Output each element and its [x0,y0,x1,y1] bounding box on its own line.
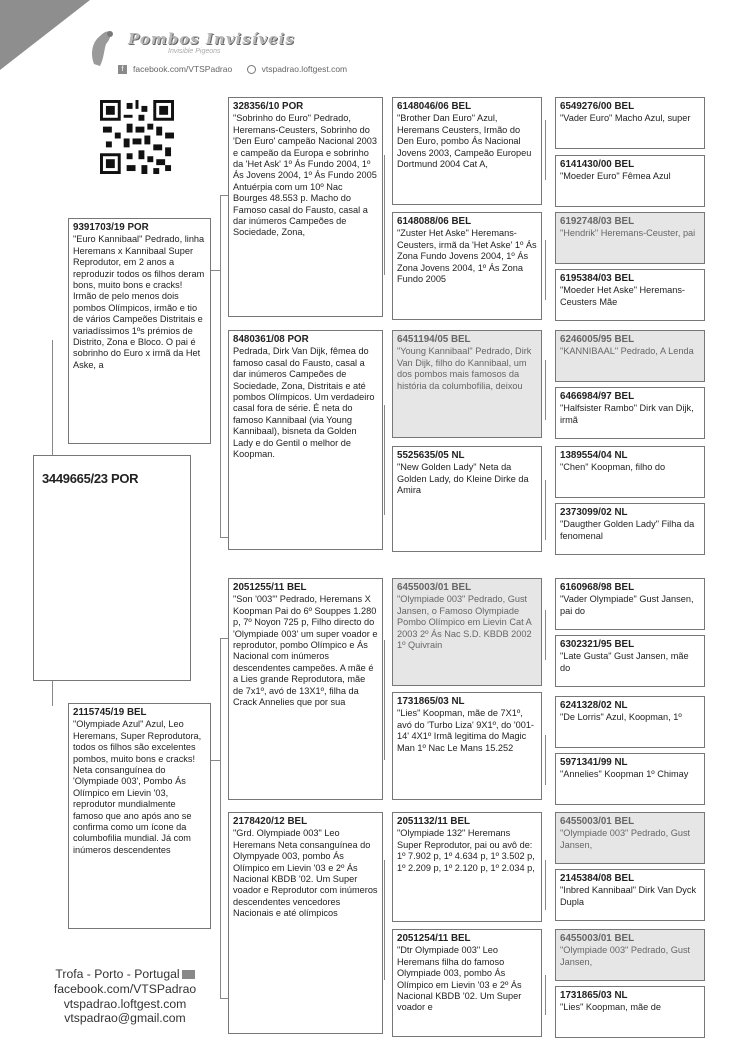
connector-line [545,240,546,300]
connector-line [220,638,221,998]
globe-icon [247,65,256,74]
pigeon-description: "De Lorris" Azul, Koopman, 1º [560,712,682,723]
pigeon-description: "Euro Kannibaal" Pedrado, linha Heremans x Kannibaal Super Reprodutor, em 2 anos a reproduzir todos os filhos deram bons, muito bons e cracks! Irmão de pelo menos dois pombos Olímpicos, irmão e tio de vários Campeões Distritais e variadíssimos 1ºs prémios de Distrito, Zona e Bloco. O pai é sobrinho do Euro x irmã da Het Aske, a [73,234,205,370]
footer-email-link[interactable]: vtspadrao@gmail.com [64,1011,186,1026]
pedigree-box-gen4 [555,503,705,555]
pigeon-description: "Halfsister Rambo" Dirk van Dijk, irmã [560,403,694,425]
pigeon-description: "Sobrinho do Euro" Pedrado, Heremans-Ceusters, Sobrinho do 'Den Euro' campeão Nacional 2003 e campeão da Europa e sobrinho da 'Het Ask' 1º Ás Fundo 2004, 1º Ás Jovens 2004, 1º Ás Fundo 2005 Antuérpia com um 10º Nac Bourges 48.553 p. Macho do Famoso casal do Fausto, casal a dar inúmeros Campeões de Sociedade, Zona, [233,113,377,238]
pigeon-description: "Moeder Euro" Fêmea Azul [560,171,671,182]
ring-id: 8480361/08 POR [233,334,309,345]
ring-id: 6246005/95 BEL [560,334,635,345]
connector-line [384,640,385,760]
ring-id: 1731865/03 NL [560,990,628,1001]
pedigree-box-gen4 [555,330,705,382]
pedigree-box-gen4 [555,387,705,439]
site-link[interactable]: vtspadrao.loftgest.com [247,64,354,74]
brand-title: Pombos Invisíveis [128,30,295,48]
pigeon-description: "Olympiade 003" Pedrado, Gust Jansen, o Famoso Olympiade Pombo Olímpico em Lievin Cat A 2003 2º Ás Nac S.D. KBDB 2002 1º Quivrain [397,594,532,651]
pigeon-description: "Brother Dan Euro" Azul, Heremans Ceusters, Irmão do Den Euro, pombo Ás Nacional Jovens 2003, Campeão Europeu Dortmund 2004 Cat A, [397,113,532,170]
pedigree-box-dam [68,703,211,929]
header-links [118,64,359,74]
pedigree-box-gen4 [555,578,705,630]
ring-id: 6148046/06 BEL [397,101,472,112]
pedigree-box-gen4 [555,155,705,207]
ring-id: 1731865/03 NL [397,696,465,707]
pigeon-description: "Hendrik" Heremans-Ceuster, pai [560,228,696,239]
connector-line [220,195,221,537]
ring-id: 2051254/11 BEL [397,933,471,944]
footer-site-link[interactable]: vtspadrao.loftgest.com [63,996,187,1011]
pigeon-description: "Annelies" Koopman 1º Chimay [560,769,689,780]
pigeon-description: "Chen" Koopman, filho do [560,462,666,473]
main-pigeon-id: 3449665/23 POR [42,471,139,486]
pedigree-box-gen4 [555,986,705,1038]
pigeon-description: "Daugther Golden Lady" Filha da fenomenal [560,519,695,541]
ring-id: 6451194/05 BEL [397,334,471,345]
pigeon-description: "Zuster Het Aske" Heremans-Ceusters, irmã da 'Het Aske' 1º Ás Zona Fundo Jovens 2004, 1º Ás Zona Jovens 2004, 1º Ás Zona Fundo 2005 [397,228,537,285]
pigeon-description: "Olympiade 003" Pedrado, Gust Jansen, [560,945,691,967]
pigeon-description: "New Golden Lady" Neta da Golden Lady, do Kleine Dirke da Amira [397,462,529,496]
pigeon-description: "Moeder Het Aske" Heremans-Ceusters Mãe [560,285,685,307]
pedigree-box-gen2 [228,330,383,550]
connector-line [545,120,546,180]
ring-id: 6160968/98 BEL [560,582,635,593]
connector-line [210,270,220,271]
pigeon-logo-icon [88,24,118,72]
pedigree-box-gen3 [392,97,542,205]
portugal-flag-icon [182,970,195,979]
connector-line [545,735,546,785]
ring-id: 6455003/01 BEL [560,816,635,827]
main-pigeon-box [33,455,191,681]
ring-id: 2145384/08 BEL [560,873,635,884]
brand-subtitle: Invisible Pigeons [168,48,221,55]
pigeon-description: Pedrada, Dirk Van Dijk, fêmea do famoso casal do Fausto, casal a dar inúmeros Campeões de Sociedade, Zona, Distritais e até pombos Olímpicos. Um verdadeiro casal fora de série. É neta do famoso Kannibaal (via Young Kannibaal), bisneta da Golden Lady e do Gentil o melhor de Koopman. [233,346,375,460]
ring-id: 5525635/05 NL [397,450,465,461]
connector-line [545,610,546,660]
connector-line [220,537,228,538]
footer-contact [40,967,210,1026]
pigeon-description: "Olympiade 132" Heremans Super Reprodutor, pai ou avô de: 1º 7.902 p, 1º 4.634 p, 1º 3.502 p, 1º 2.209 p, 1º 2.120 p, 1º 2.034 p, [397,828,535,873]
connector-line [545,360,546,420]
ring-id: 1389554/04 NL [560,450,628,461]
ring-id: 6302321/95 BEL [560,639,635,650]
ring-id: 6192748/03 BEL [560,216,635,227]
pedigree-box-gen2 [228,97,383,317]
connector-line [52,340,53,456]
footer-facebook-link[interactable]: facebook.com/VTSPadrao [53,981,197,996]
pedigree-box-gen4 [555,812,705,864]
pigeon-description: "KANNIBAAL" Pedrado, A Lenda [560,346,694,357]
ring-id: 2051132/11 BEL [397,816,470,827]
pedigree-box-sire [68,218,211,444]
connector-line [545,975,546,1015]
pedigree-box-gen2 [228,578,383,800]
ring-id: 6148088/06 BEL [397,216,472,227]
pedigree-box-gen2 [228,812,383,1034]
facebook-icon: f [118,65,127,74]
page-corner-decoration [0,0,90,70]
connector-line [545,860,546,910]
connector-line [384,405,385,515]
connector-line [545,480,546,540]
pedigree-box-gen4 [555,97,705,149]
footer-location: Trofa - Porto - Portugal [40,967,210,982]
connector-line [220,195,228,196]
ring-id: 2051255/11 BEL [233,582,307,593]
connector-line [52,680,53,706]
qr-code [100,100,174,174]
pigeon-description: "Grd. Olympiade 003" Leo Heremans Neta consanguínea do Olympyade 003, pombo Ás Olímpico em Lievin '03 e 2º Ás Nacional KBDB '02. Um Super voador e Reprodutor com inúmeros descendentes vencedores Nacionais e até olímpicos [233,828,378,919]
pedigree-box-gen3 [392,812,542,922]
pigeon-description: "Inbred Kannibaal" Dirk Van Dyck Dupla [560,885,697,907]
ring-id: 5971341/99 NL [560,757,628,768]
ring-id: 2115745/19 BEL [73,707,147,718]
connector-line [220,638,228,639]
connector-line [210,760,220,761]
pigeon-description: "Lies" Koopman, mãe de [560,1002,662,1013]
ring-id: 6241328/02 NL [560,700,628,711]
pigeon-description: "Vader Olympiade" Gust Jansen, pai do [560,594,694,616]
pigeon-description: "Late Gusta" Gust Jansen, mãe do [560,651,689,673]
pigeon-description: "Lies" Koopman, mãe de 7X1º, avó do 'Turbo Liza' 9X1º, do '001-14' 4X1º Irmã legitima do Magic Man 1º Nac Le Mans 15.252 [397,708,534,753]
connector-line [220,998,228,999]
pedigree-box-gen4 [555,446,705,498]
pigeon-description: "Olympiade Azul" Azul, Leo Heremans, Super Reprodutora, todos os filhos são excelentes pombos, muito bons e cracks! Neta consanguínea do 'Olympiade 003', Pombo Ás Olímpico em Lievin '03, reprodutor mundialmente famoso que ano após ano se confirma como um ícone da columbofilia mundial. Já com inúmeros descendentes [73,719,202,855]
pedigree-box-gen3 [392,578,542,686]
pigeon-description: "Dtr Olympiade 003" Leo Heremans filha do famoso Olympiade 003, pombo Ás Olímpico em Lievin '03 e 2º Ás Nacional KBDB '02. Um Super voador e [397,945,522,1013]
pedigree-box-gen4 [555,869,705,921]
pedigree-box-gen3 [392,446,542,552]
pedigree-box-gen4 [555,212,705,264]
pedigree-box-gen4 [555,753,705,805]
pedigree-box-gen3 [392,692,542,800]
pedigree-box-gen4 [555,696,705,748]
pedigree-box-gen3 [392,212,542,320]
ring-id: 6455003/01 BEL [560,933,635,944]
ring-id: 328356/10 POR [233,101,304,112]
pigeon-description: "Son '003'" Pedrado, Heremans X Koopman Pai do 6º Souppes 1.280 p, 7º Noyon 725 p, Filho directo do 'Olympiade 003' um super voador e reprodutor, pombo Olímpico e Ás Nacional com inúmeros descendentes campeões. A mãe é a Lies grande Reprodutora, mãe de 7x1º, avó de 13X1º, filha da Crack Annelies que por sua [233,594,378,708]
ring-id: 6195384/03 BEL [560,273,635,284]
ring-id: 6549276/00 BEL [560,101,635,112]
pedigree-box-gen3 [392,330,542,438]
facebook-link[interactable]: f facebook.com/VTSPadrao [118,64,238,74]
ring-id: 6141430/00 BEL [560,159,635,170]
ring-id: 9391703/19 POR [73,222,149,233]
ring-id: 6455003/01 BEL [397,582,472,593]
ring-id: 6466984/97 BEL [560,391,635,402]
ring-id: 2178420/12 BEL [233,816,308,827]
pedigree-box-gen4 [555,929,705,981]
pigeon-description: "Olympiade 003" Pedrado, Gust Jansen, [560,828,691,850]
pigeon-description: "Young Kannibaal" Pedrado, Dirk Van Dijk, filho do Kannibaal, um dos pombos mais famosos da história da columbofilia, deixou [397,346,532,391]
pigeon-description: "Vader Euro" Macho Azul, super [560,113,691,124]
pedigree-box-gen4 [555,269,705,321]
pedigree-box-gen4 [555,635,705,687]
connector-line [384,155,385,275]
ring-id: 2373099/02 NL [560,507,628,518]
pedigree-box-gen3 [392,929,542,1037]
connector-line [384,860,385,980]
